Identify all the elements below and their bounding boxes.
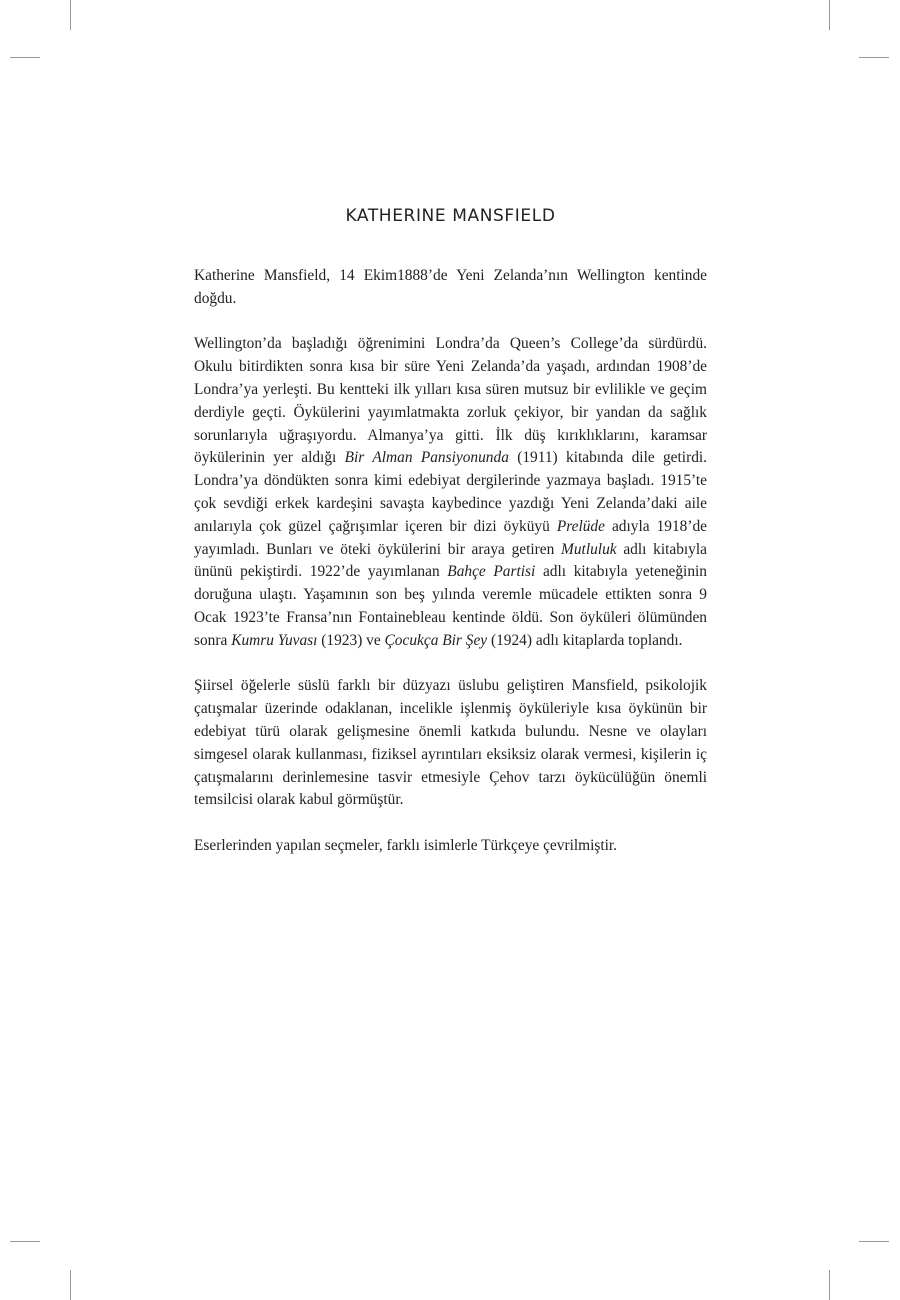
- text-span: Wellington’da başladığı öğrenimini Londra’da Queen’s College’da sürdürdü. Okulu bitirdikten sonra kısa bir süre Yeni Zelanda’da yaşadı, ardından 1908’de Londra’ya yerleşti. Bu kentteki ilk yılları kısa süren mutsuz bir evlilikle ve geçim derdiyle geçti. Öykülerini yayımlatmakta zorluk çekiyor, bir yandan da sağlık sorunlarıyla uğraşıyordu. Almanya’ya gitti. İlk düş kırıklıklarını, karamsar öykülerinin yer aldığı: [194, 335, 707, 467]
- crop-mark-left-bottom: [10, 1241, 40, 1242]
- book-title: Çocukça Bir Şey: [384, 631, 488, 649]
- crop-mark-left-top: [10, 57, 40, 58]
- book-title: Bahçe Partisi: [447, 563, 536, 581]
- crop-mark-bottom-left: [70, 1270, 71, 1300]
- paragraph-style: Şiirsel öğelerle süslü farklı bir düzyazı üslubu geliştiren Mansfield, psikolojik çatışmalar üzerinde odaklanan, incelikle işlenmiş öyküleriyle kısa öykünün bir edebiyat türü olarak gelişmesine önemli katkıda bulundu. Nesne ve olayları simgesel olarak kullanması, fiziksel ayrıntıları eksiksiz olarak vermesi, kişilerin iç çatışmalarını derinlemesine tasvir etmesiyle Çehov tarzı öykücülüğün önemli temsilcisi olarak kabul görmüştür.: [194, 677, 707, 809]
- text-span: adlı kitabıyla ününü pekiştirdi. 1922’de yayımlanan: [194, 540, 707, 581]
- book-title: Kumru Yuvası: [231, 631, 318, 649]
- text-span: adlı kitabıyla yeteneğinin doruğuna ulaştı. Yaşamının son beş yılında veremle mücadele ettikten sonra 9 Ocak 1923’te Fransa’nın Fontainebleau kentinde öldü. Son öyküleri ölümünden sonra: [194, 563, 707, 649]
- page-title: KATHERINE MANSFIELD: [345, 206, 556, 226]
- book-title: Bir Alman Pansiyonunda: [344, 449, 509, 467]
- text-span: (1911) kitabında dile getirdi. Londra’ya döndükten sonra kimi edebiyat dergilerinde yazmaya başladı. 1915’te çok sevdiği erkek kardeşini savaşta kaybedince yazdığı Yeni Zelanda’daki aile anılarıyla çok güzel çağrışımlar içeren bir dizi öyküyü: [194, 449, 708, 535]
- paragraph-life: [194, 333, 707, 652]
- book-title: Prelüde: [556, 517, 605, 535]
- crop-mark-top-left: [70, 0, 71, 30]
- crop-mark-right-bottom: [859, 1241, 889, 1242]
- biography-text: [194, 265, 707, 881]
- crop-mark-right-top: [859, 57, 889, 58]
- text-span: (1924) adlı kitaplarda toplandı.: [487, 631, 683, 649]
- crop-mark-top-right: [829, 0, 830, 30]
- paragraph-birth: Katherine Mansfield, 14 Ekim1888’de Yeni Zelanda’nın Wellington kentinde doğdu.: [194, 267, 707, 307]
- text-span: adıyla 1918’de yayımladı. Bunları ve öteki öykülerini bir araya getiren: [194, 517, 707, 558]
- text-span: (1923) ve: [317, 631, 385, 649]
- paragraph-translations: Eserlerinden yapılan seçmeler, farklı isimlerle Türkçeye çevrilmiştir.: [194, 836, 618, 854]
- crop-mark-bottom-right: [829, 1270, 830, 1300]
- book-title: Mutluluk: [561, 540, 617, 558]
